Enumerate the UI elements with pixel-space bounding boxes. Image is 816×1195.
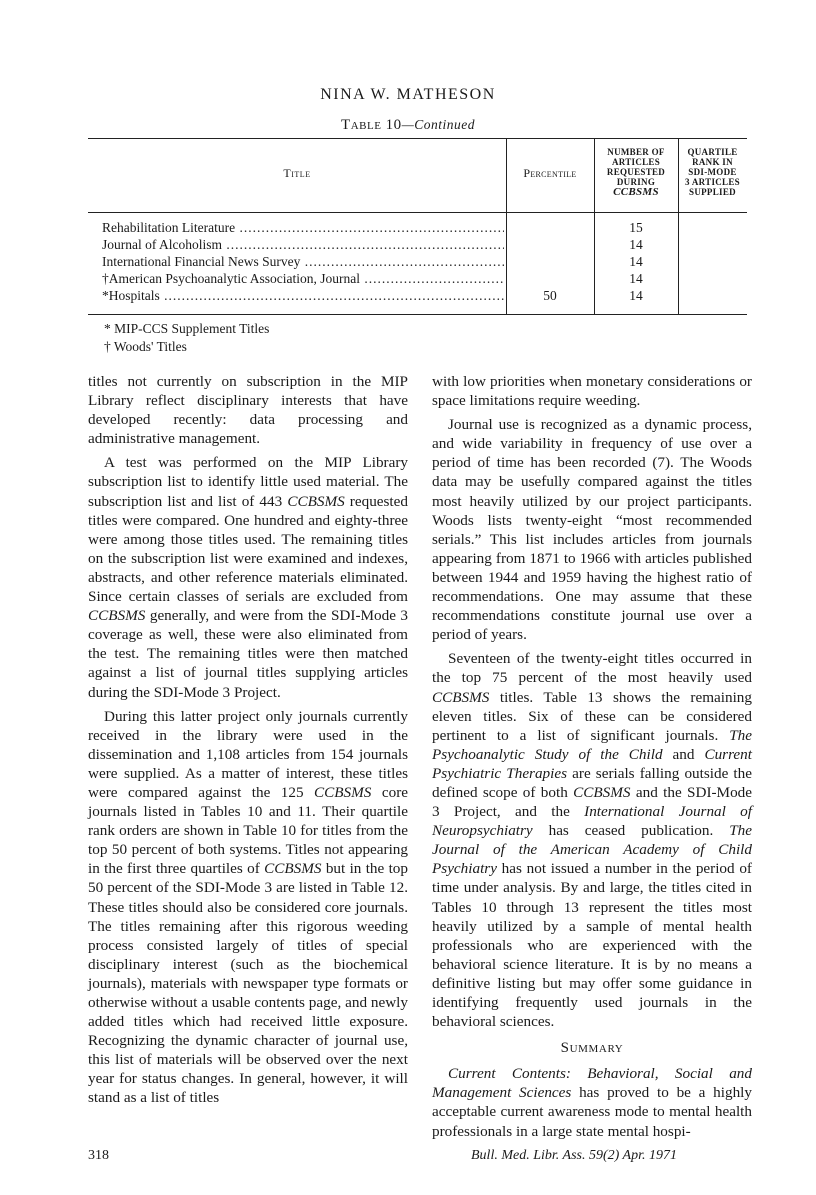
row-title: *Hospitals ..... [102,288,504,304]
row-percentile: 50 [543,288,557,303]
text-run: has not issued a number in the period of time under analysis. By and large, the titles cited in Tables 10 through 13 represent the titles most heavily utilized by a sample of mental health professionals who are experienced with the behavioral science literature. It is by no means a definitive listing but may offer some guidance in identifying frequently used journals in the behavioral sciences. [432,860,752,1031]
row-articles: 14 [629,237,643,252]
row-title: International Financial News Survey ..... [102,254,504,270]
table-row [88,237,747,254]
page-number: 318 [88,1148,109,1163]
table-caption-label: Table 10 [341,117,402,133]
left-column [88,372,408,1108]
text-run-italic: International Journal of Neuropsychiatry [432,803,752,840]
header-articles-line: DURING [616,177,656,187]
row-articles: 14 [629,254,643,269]
text-run: and the SDI-Mode 3 Project, and the [432,783,752,821]
text-run-italic: CCBSMS [287,492,345,510]
paragraph [88,453,408,701]
text-run: titles. Table 13 shows the remaining eleven titles. Six of these can be considered pertinent to a list of significant journals. [432,688,752,744]
table-row [88,254,747,271]
text-run-italic: The Psychoanalytic Study of the Child [432,726,752,763]
paragraph: Journal use is recognized as a dynamic process, and wide variability in frequency of use over a period of time has been recorded (7). The Woods data may be usefully compared against the titles most heavily utilized by our project participants. Woods lists twenty-eight “most recommended serials.” This list includes articles from journals appearing from 1871 to 1966 with articles published between 1944 and 1959 having the highest ratio of recommendations. One may assume that these recommendations constitute journal use over a period of years. [432,416,752,644]
journal-reference: Bull. Med. Libr. Ass. 59(2) Apr. 1971 [471,1148,677,1163]
header-quartile-line: QUARTILE [687,147,738,157]
row-title: Rehabilitation Literature ..... [102,220,504,236]
header-quartile-line: SUPPLIED [689,187,736,197]
text-run: and [662,745,705,763]
paragraph [88,707,408,1108]
text-run: core journals listed in Tables 10 and 11. Their quartile rank orders are shown in Table 10 for titles from the top 50 percent of both systems. Titles not appearing in the first three quartiles of [88,783,408,878]
row-articles: 14 [629,288,643,303]
header-quartile-line: SDI-MODE [688,167,737,177]
header-quartile-line: RANK IN [692,157,733,167]
table-caption-suffix: —Continued [401,117,475,132]
text-run: requested titles were compared. One hundred and eighty-three were among those titles used. The remaining titles on the subscription list were examined and indexes, abstracts, and other reference materials eliminated. Since certain classes of serials are excluded from [88,492,408,606]
text-run-italic: Current Contents: Behavioral, Social and Management Sciences [432,1065,752,1102]
text-run: A test was performed on the MIP Library subscription list to identify little used material. The subscription list and list of 443 [88,454,408,510]
table-10 [88,138,747,315]
text-run: has ceased publication. [532,822,730,840]
right-column [432,372,752,1141]
table-header-rule [88,212,747,213]
text-run-italic: CCBSMS [264,860,322,878]
header-articles-line: REQUESTED [606,167,666,177]
table-row [88,288,747,305]
paragraph [432,1064,752,1140]
table-top-rule [88,138,747,139]
text-run-italic: CCBSMS [573,783,631,801]
text-run: Seventeen of the twenty-eight titles occurred in the top 75 percent of the most heavily used [432,650,752,687]
row-title: Journal of Alcoholism ..... [102,237,504,253]
header-articles-line: NUMBER OF [607,147,665,157]
text-run-italic: The Journal of the American Academy of Child Psychiatry [432,822,752,878]
text-run-italic: CCBSMS [314,783,372,801]
text-run: but in the top 50 percent of the SDI-Mode 3 are listed in Table 12. These titles should also be considered core journals. The titles remaining after this rigorous weeding process consisted largely of titles of special disciplinary interest (such as the biochemical journals), materials with newspaper type formats or otherwise without a usable contents page, and newly added titles which had received little exposure. Recognizing the dynamic character of journal use, this list of materials will be observed over the next year for status changes. In general, however, it will stand as a list of titles [88,860,408,1107]
header-quartile-line: 3 ARTICLES [685,177,740,187]
paragraph: titles not currently on subscription in the MIP Library reflect disciplinary interests that have developed recently: data processing and administrative management. [88,373,408,448]
table-caption [0,117,816,134]
text-run: are serials falling outside the defined scope of both [432,764,752,801]
header-quartile [678,147,747,197]
footnote-woods: † Woods' Titles [104,339,187,354]
text-run-italic: CCBSMS [432,688,490,706]
running-head: NINA W. MATHESON [320,86,496,103]
header-articles-line: CCBSMS [613,186,659,198]
text-run-italic: Current Psychiatric Therapies [432,745,752,782]
header-articles-line: ARTICLES [611,157,661,167]
row-title: †American Psychoanalytic Association, Journal ..... [102,271,504,287]
summary-heading: Summary [560,1040,624,1057]
row-articles: 15 [629,220,643,235]
table-row [88,271,747,288]
footnote-mip: * MIP-CCS Supplement Titles [104,321,270,336]
table-row [88,220,747,237]
table-bottom-rule [88,314,747,315]
text-run: During this latter project only journals currently received in the library were used in the dissemination and 1,108 articles from 154 journals were supplied. As a matter of interest, these titles were compared against the 125 [88,707,408,801]
header-articles [594,147,678,197]
paragraph: with low priorities when monetary considerations or space limitations require weeding. [432,373,752,410]
paragraph [432,649,752,1031]
header-percentile: Percentile [523,166,577,180]
text-run-italic: CCBSMS [88,607,146,625]
header-title: Title [283,166,311,180]
text-run: has proved to be a highly acceptable current awareness mode to mental health professionals in a large state mental hospi- [432,1084,752,1140]
row-articles: 14 [629,271,643,286]
text-run: generally, and were from the SDI-Mode 3 coverage as well, these were also eliminated from the test. The remaining titles were then matched against a list of journal titles supplying articles during the SDI-Mode 3 Project. [88,607,408,701]
